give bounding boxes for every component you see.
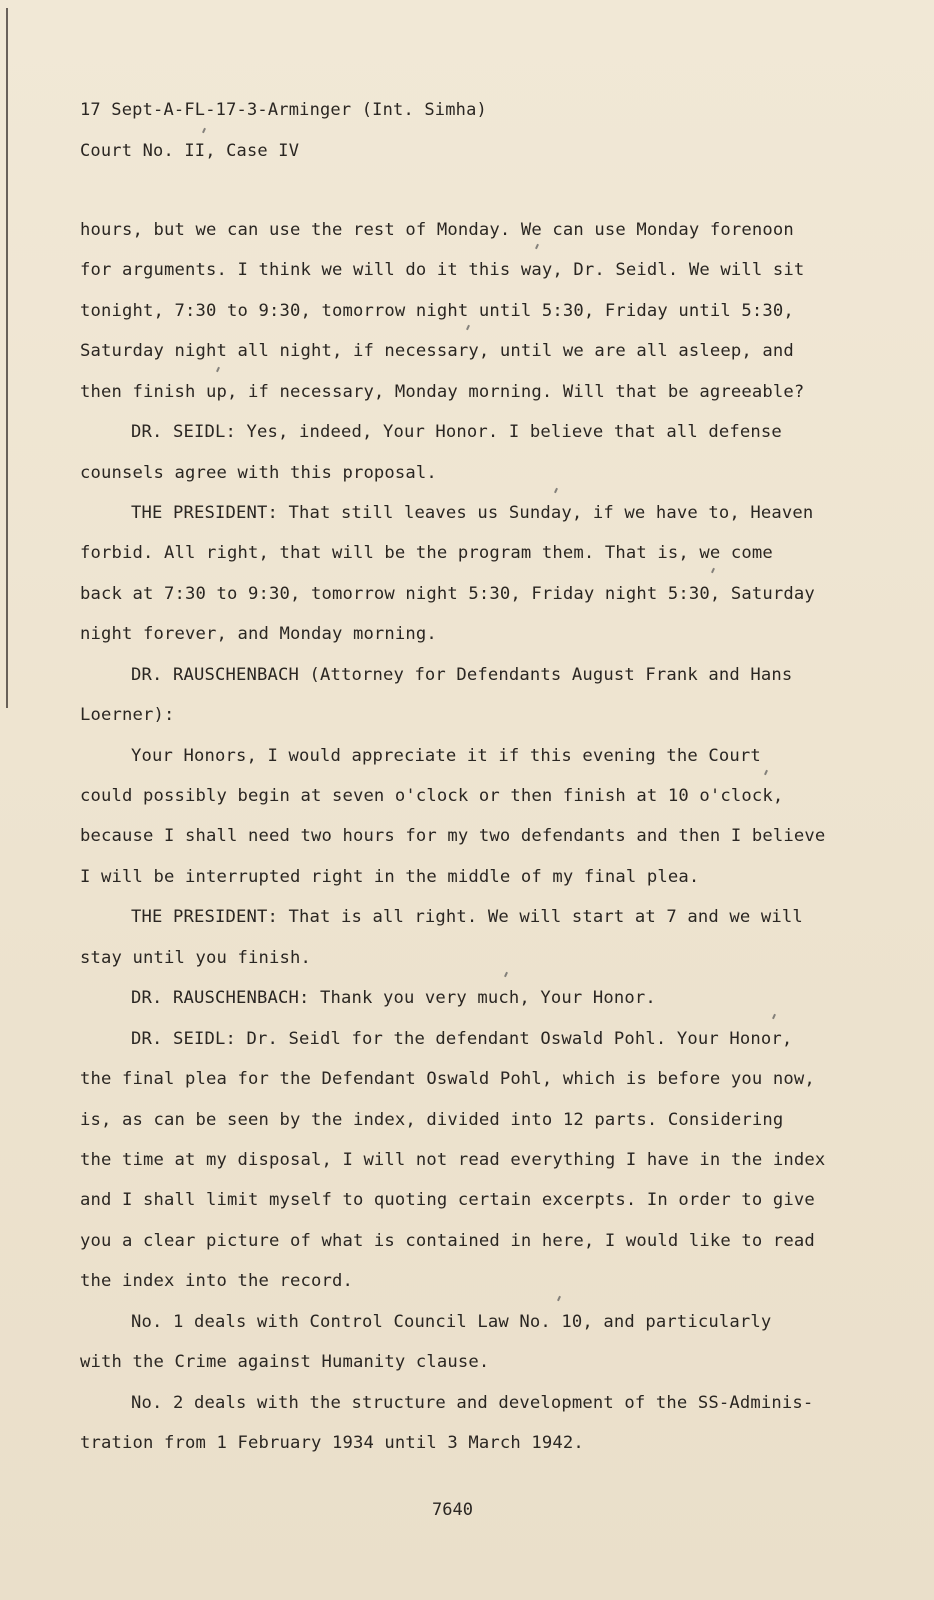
proof-tick-mark (764, 770, 768, 775)
text-line: THE PRESIDENT: That is all right. We will start at 7 and we will (131, 907, 803, 927)
text-line: Your Honors, I would appreciate it if this evening the Court (131, 746, 761, 766)
text-line: I will be interrupted right in the middle of my final plea. (80, 867, 700, 887)
page-edge-mark (6, 8, 11, 708)
text-line: stay until you finish. (80, 948, 311, 968)
text-line: and I shall limit myself to quoting certain excerpts. In order to give (80, 1190, 815, 1210)
proof-tick-mark (557, 1296, 561, 1301)
text-line: because I shall need two hours for my two defendants and then I believe (80, 826, 826, 846)
text-line: is, as can be seen by the index, divided into 12 parts. Considering (80, 1110, 784, 1130)
proof-tick-mark (466, 325, 470, 330)
proof-tick-mark (535, 244, 539, 249)
text-line: counsels agree with this proposal. (80, 463, 437, 483)
text-line: THE PRESIDENT: That still leaves us Sunday, if we have to, Heaven (131, 503, 814, 523)
text-line: DR. SEIDL: Dr. Seidl for the defendant Oswald Pohl. Your Honor, (131, 1029, 793, 1049)
text-line: the final plea for the Defendant Oswald Pohl, which is before you now, (80, 1069, 815, 1089)
text-line: night forever, and Monday morning. (80, 624, 437, 644)
proof-tick-mark (711, 568, 715, 573)
text-line: Loerner): (80, 705, 175, 725)
header-case-reference: 17 Sept-A-FL-17-3-Arminger (Int. Simha) (80, 100, 487, 120)
text-line: with the Crime against Humanity clause. (80, 1352, 490, 1372)
proof-tick-mark (504, 972, 508, 977)
header-court-info: Court No. II, Case IV (80, 141, 300, 161)
text-line: then finish up, if necessary, Monday morning. Will that be agreeable? (80, 382, 805, 402)
text-line: forbid. All right, that will be the program them. That is, we come (80, 543, 773, 563)
text-line: No. 1 deals with Control Council Law No. 10, and particularly (131, 1312, 772, 1332)
text-line: No. 2 deals with the structure and development of the SS-Adminis- (131, 1393, 814, 1413)
text-line: DR. RAUSCHENBACH (Attorney for Defendants August Frank and Hans (131, 665, 793, 685)
text-line: the time at my disposal, I will not read everything I have in the index (80, 1150, 826, 1170)
text-line: the index into the record. (80, 1271, 353, 1291)
text-line: tration from 1 February 1934 until 3 March 1942. (80, 1433, 584, 1453)
proof-tick-mark (202, 128, 206, 133)
text-line: for arguments. I think we will do it this way, Dr. Seidl. We will sit (80, 260, 805, 280)
text-line: back at 7:30 to 9:30, tomorrow night 5:30, Friday night 5:30, Saturday (80, 584, 815, 604)
proof-tick-mark (554, 488, 558, 493)
text-line: DR. RAUSCHENBACH: Thank you very much, Your Honor. (131, 988, 656, 1008)
text-line: tonight, 7:30 to 9:30, tomorrow night until 5:30, Friday until 5:30, (80, 301, 794, 321)
proof-tick-mark (772, 1014, 776, 1019)
text-line: Saturday night all night, if necessary, until we are all asleep, and (80, 341, 794, 361)
text-line: you a clear picture of what is contained in here, I would like to read (80, 1231, 815, 1251)
text-line: could possibly begin at seven o'clock or then finish at 10 o'clock, (80, 786, 784, 806)
text-line: hours, but we can use the rest of Monday. We can use Monday forenoon (80, 220, 794, 240)
proof-tick-mark (216, 367, 220, 372)
text-line: DR. SEIDL: Yes, indeed, Your Honor. I believe that all defense (131, 422, 782, 442)
page-number: 7640 (432, 1500, 473, 1520)
